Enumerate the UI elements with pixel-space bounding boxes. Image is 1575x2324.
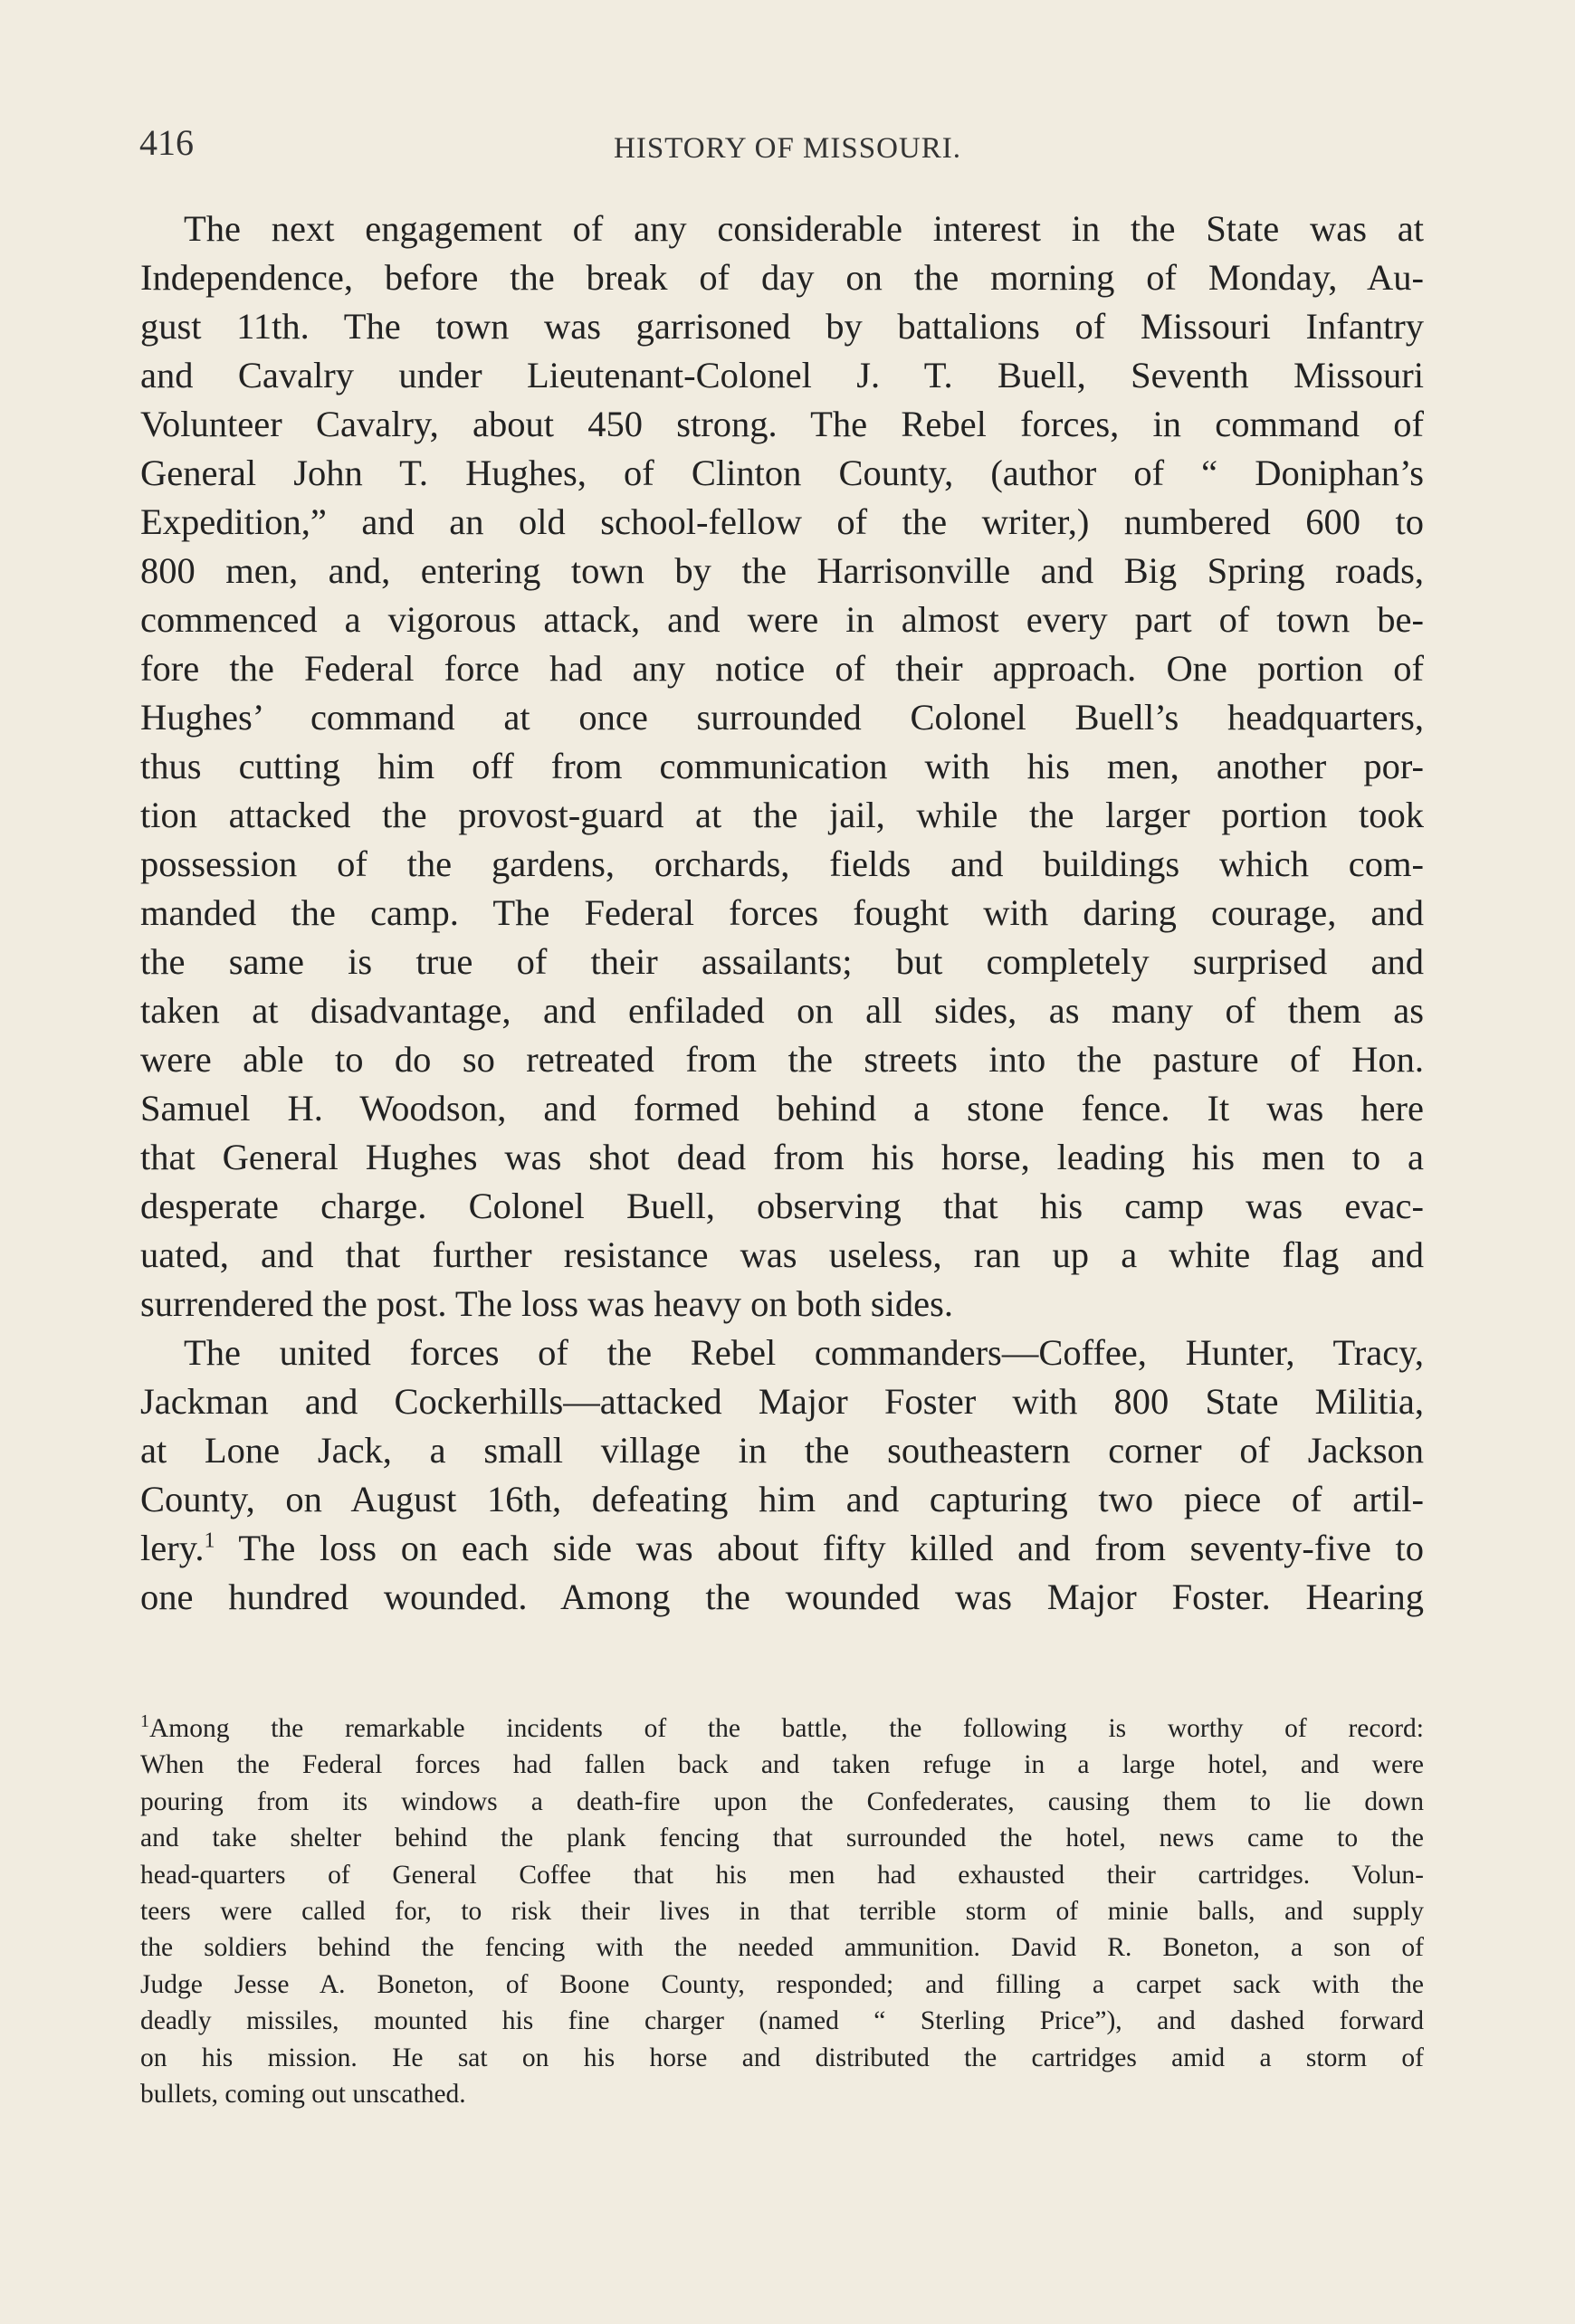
text-line: County, on August 16th, defeating him and capturing two piece of artil- (140, 1479, 1424, 1519)
text-line: thus cutting him off from communication with his men, another por- (140, 746, 1424, 786)
footnote-reference: 1 (204, 1529, 215, 1553)
text-line: The next engagement of any considerable interest in the State was at (184, 208, 1424, 249)
footnote-line: When the Federal forces had fallen back and taken refuge in a large hotel, and were (140, 1750, 1424, 1780)
text-fragment: The loss on each side was about fifty killed and from seventy-five to (238, 1528, 1424, 1568)
footnote-line: bullets, coming out unscathed. (140, 2079, 466, 2109)
text-line: General John T. Hughes, of Clinton County, (author of “ Doniphan’s (140, 452, 1424, 493)
body-text (140, 205, 1424, 1622)
text-line: The united forces of the Rebel commanders—Coffee, Hunter, Tracy, (184, 1332, 1424, 1373)
footnote-line (140, 1710, 1424, 1747)
footnote-line: Judge Jesse A. Boneton, of Boone County, responded; and filling a carpet sack with the (140, 1969, 1424, 1999)
footnote-line: deadly missiles, mounted his fine charger (named “ Sterling Price”), and dashed forward (140, 2006, 1424, 2036)
text-line: Expedition,” and an old school-fellow of the writer,) numbered 600 to (140, 501, 1424, 542)
footnote-line: the soldiers behind the fencing with the needed ammunition. David R. Boneton, a son of (140, 1933, 1424, 1963)
page-number: 416 (139, 122, 194, 163)
text-fragment: Among the remarkable incidents of the battle, the following is worthy of record: (149, 1714, 1424, 1743)
text-line: Jackman and Cockerhills—attacked Major Foster with 800 State Militia, (140, 1381, 1424, 1422)
footnote-line: pouring from its windows a death-fire upon the Confederates, causing them to lie down (140, 1786, 1424, 1816)
text-line: Hughes’ command at once surrounded Colonel Buell’s headquarters, (140, 697, 1424, 738)
text-fragment: lery. (140, 1528, 205, 1568)
text-line: and Cavalry under Lieutenant-Colonel J. T. Buell, Seventh Missouri (140, 355, 1424, 395)
text-line: were able to do so retreated from the streets into the pasture of Hon. (140, 1039, 1424, 1080)
footnote-mark: 1 (140, 1711, 149, 1732)
text-line: taken at disadvantage, and enfiladed on all sides, as many of them as (140, 990, 1424, 1031)
text-line: Samuel H. Woodson, and formed behind a stone fence. It was here (140, 1088, 1424, 1129)
text-line: tion attacked the provost-guard at the jail, while the larger portion took (140, 795, 1424, 835)
text-line: at Lone Jack, a small village in the southeastern corner of Jackson (140, 1430, 1424, 1471)
text-line: Volunteer Cavalry, about 450 strong. The Rebel forces, in command of (140, 404, 1424, 444)
text-line-with-footnote-ref (140, 1524, 1424, 1573)
footnote-line: on his mission. He sat on his horse and distributed the cartridges amid a storm of (140, 2043, 1424, 2072)
text-line: manded the camp. The Federal forces fought with daring courage, and (140, 892, 1424, 933)
running-title: HISTORY OF MISSOURI. (614, 132, 961, 165)
footnote-line: teers were called for, to risk their lives in that terrible storm of minie balls, and supply (140, 1896, 1424, 1926)
text-line: one hundred wounded. Among the wounded was Major Foster. Hearing (140, 1576, 1424, 1617)
text-line: that General Hughes was shot dead from his horse, leading his men to a (140, 1137, 1424, 1177)
footnote-line: head-quarters of General Coffee that his men had exhausted their cartridges. Volun- (140, 1860, 1424, 1890)
page-header (0, 116, 1575, 170)
text-line: 800 men, and, entering town by the Harrisonville and Big Spring roads, (140, 550, 1424, 591)
text-line: commenced a vigorous attack, and were in almost every part of town be- (140, 599, 1424, 640)
text-line: possession of the gardens, orchards, fields and buildings which com- (140, 843, 1424, 884)
footnote (140, 1710, 1424, 2112)
text-line: surrendered the post. The loss was heavy on both sides. (140, 1283, 953, 1324)
text-line: uated, and that further resistance was useless, ran up a white flag and (140, 1234, 1424, 1275)
text-line: desperate charge. Colonel Buell, observing that his camp was evac- (140, 1186, 1424, 1226)
text-line: gust 11th. The town was garrisoned by battalions of Missouri Infantry (140, 306, 1424, 347)
footnote-line: and take shelter behind the plank fencing that surrounded the hotel, news came to the (140, 1824, 1424, 1853)
text-line: the same is true of their assailants; but completely surprised and (140, 941, 1424, 982)
text-line: Independence, before the break of day on the morning of Monday, Au- (140, 257, 1424, 298)
text-line: fore the Federal force had any notice of their approach. One portion of (140, 648, 1424, 689)
